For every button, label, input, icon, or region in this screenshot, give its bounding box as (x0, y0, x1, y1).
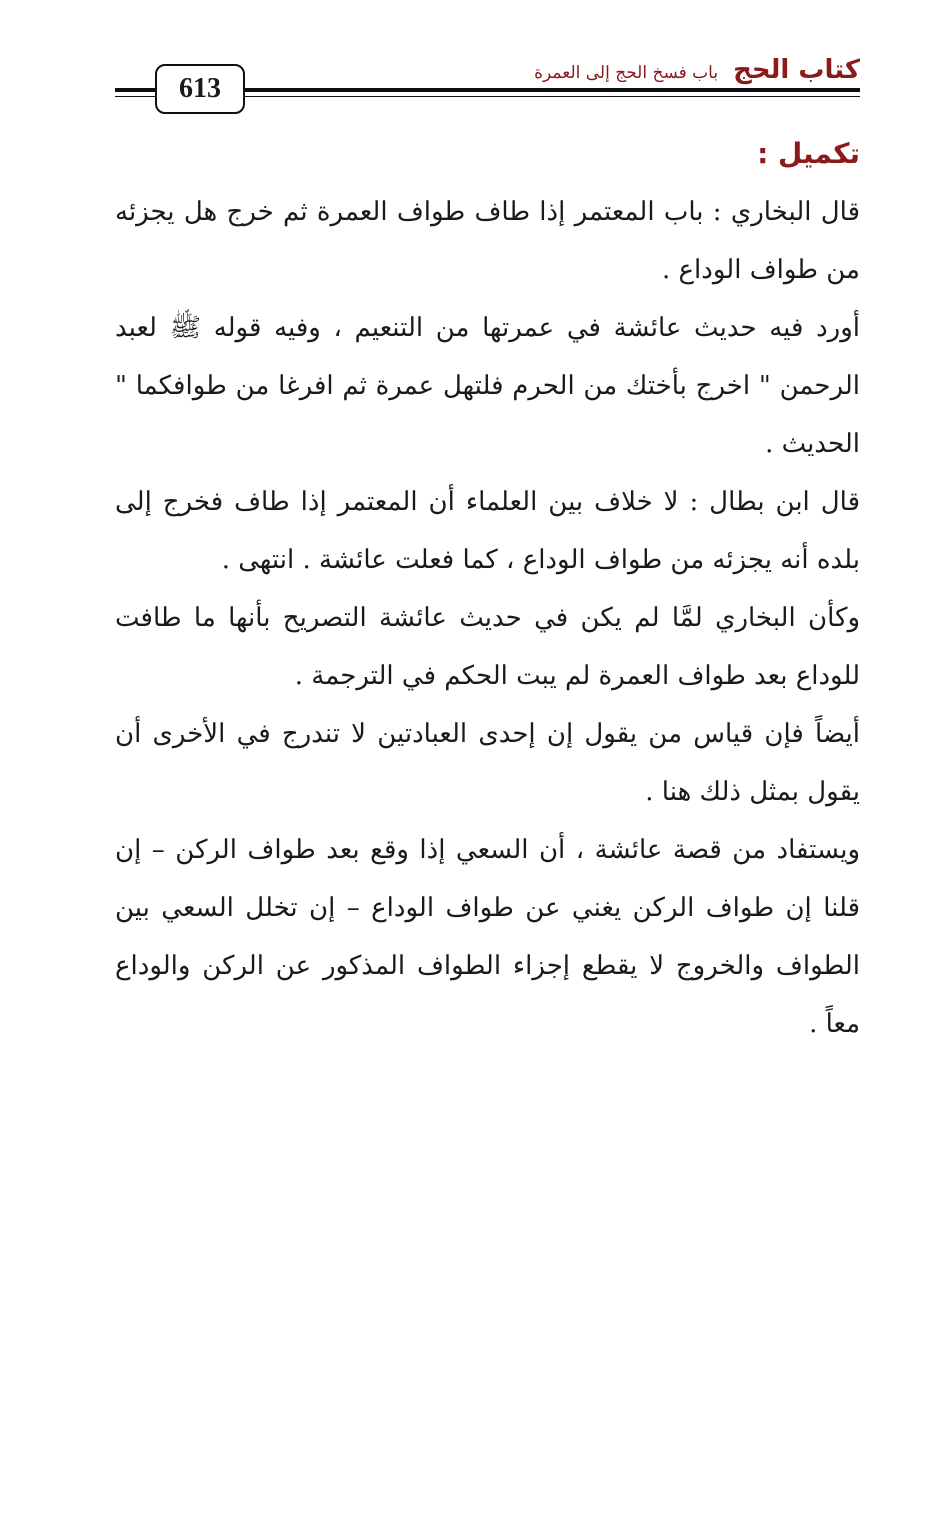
page-number: 613 (155, 64, 245, 114)
section-heading: تكميل : (757, 137, 860, 170)
chapter-title: باب فسخ الحج إلى العمرة (534, 63, 719, 83)
paragraph-2: أورد فيه حديث عائشة في عمرتها من التنعيم ، وفيه قوله ﷺ لعبد الرحمن " اخرج بأختك من الحرم فلتهل عمرة ثم افرغا من طوافكما " الحديث . (115, 313, 860, 459)
paragraph-3: قال ابن بطال : لا خلاف بين العلماء أن المعتمر إذا طاف فخرج إلى بلده أنه يجزئه من طواف الوداع ، كما فعلت عائشة . انتهى . (115, 487, 860, 575)
page-header (0, 0, 945, 130)
book-title: كتاب الحج (733, 55, 860, 85)
paragraph-1: قال البخاري : باب المعتمر إذا طاف طواف العمرة ثم خرج هل يجزئه من طواف الوداع . (115, 197, 860, 285)
page-body (115, 125, 860, 1053)
paragraph-5: أيضاً فإن قياس من يقول إن إحدى العبادتين لا تندرج في الأخرى أن يقول بمثل ذلك هنا . (115, 719, 860, 807)
paragraph-6: ويستفاد من قصة عائشة ، أن السعي إذا وقع بعد طواف الركن – إن قلنا إن طواف الركن يغني عن طواف الوداع – إن تخلل السعي بين الطواف والخروج لا يقطع إجزاء الطواف المذكور عن الركن والوداع معاً . (115, 835, 860, 1039)
running-title (534, 52, 860, 91)
paragraph-4: وكأن البخاري لمَّا لم يكن في حديث عائشة التصريح بأنها ما طافت للوداع بعد طواف العمرة لم يبت الحكم في الترجمة . (115, 603, 860, 691)
